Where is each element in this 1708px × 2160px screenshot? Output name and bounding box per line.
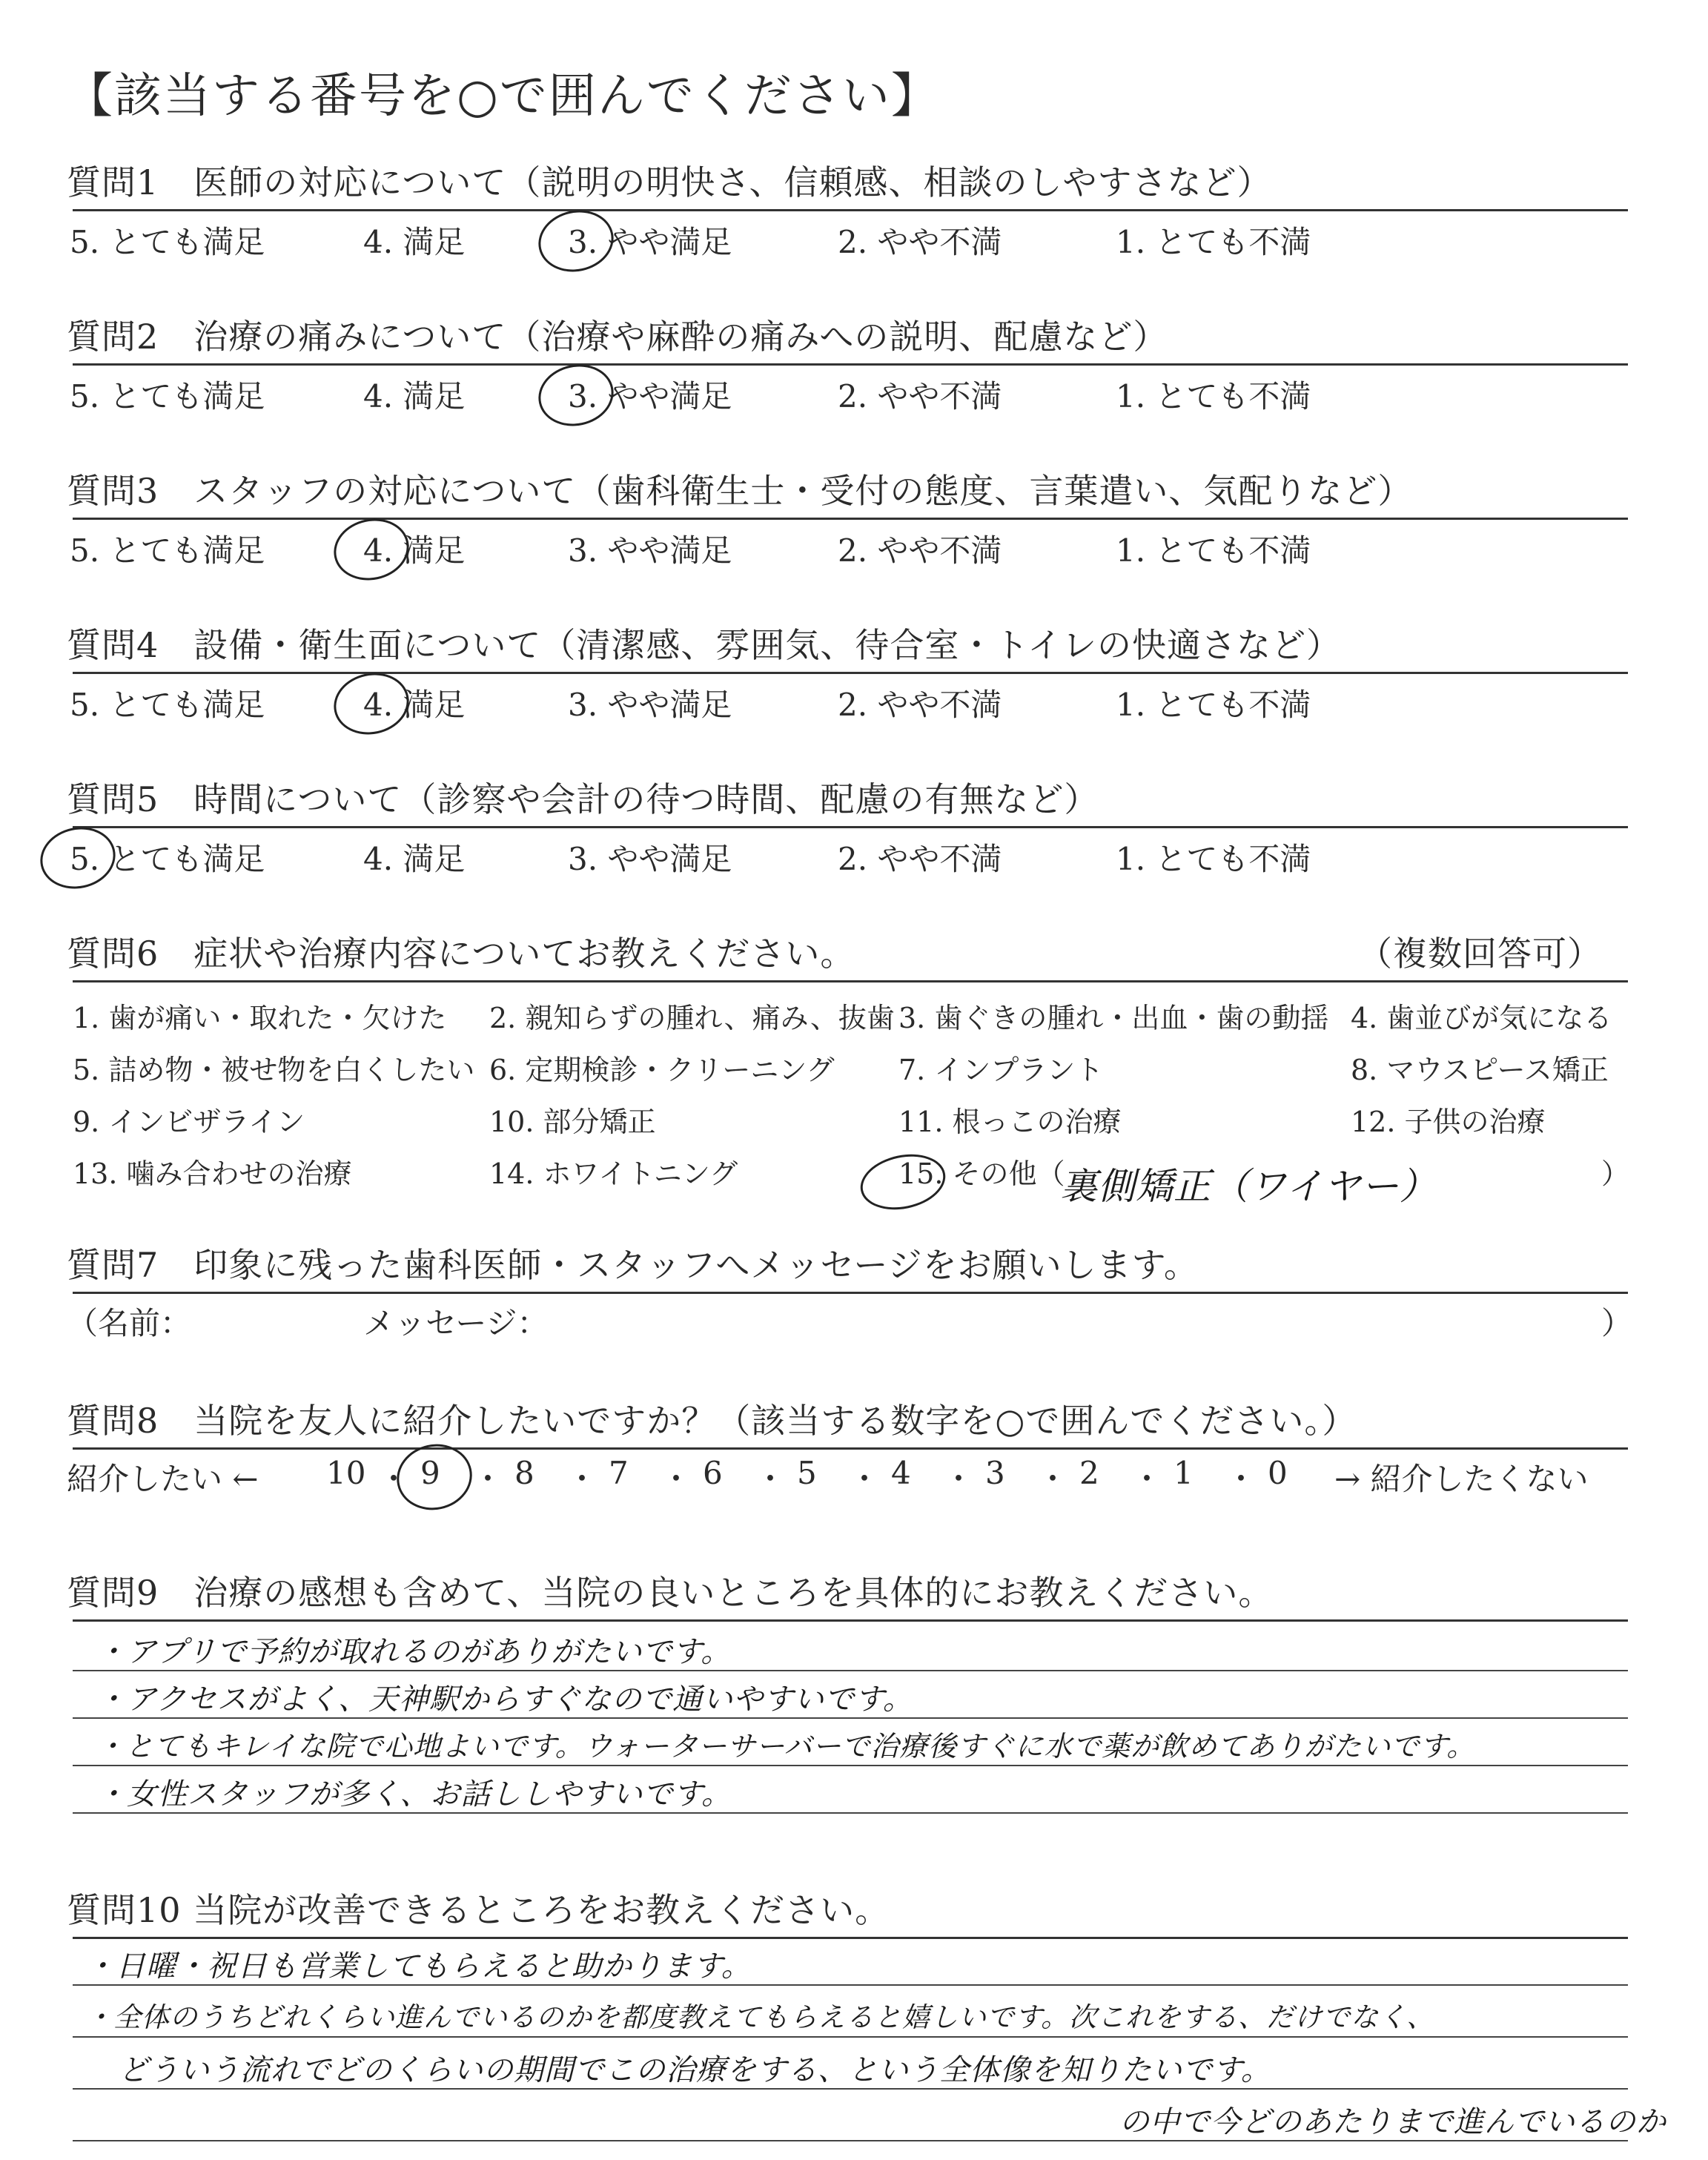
q8-scale-8[interactable]: 8 [514,1455,534,1491]
q4-title: 質問4 設備・衛生面について（清潔感、雰囲気、待合室・トイレの快適さなど） [67,625,1342,665]
q5-option-3[interactable]: 3. やや満足 [568,841,732,877]
q6-option-1[interactable]: 1. 歯が痛い・取れた・欠けた [73,1002,447,1034]
q6-option-7[interactable]: 7. インプラント [898,1054,1104,1086]
q6-other-close: ） [1601,1157,1630,1190]
q2-option-1[interactable]: 1. とても不満 [1116,378,1311,415]
q5-rule [73,826,1628,828]
q1-option-1[interactable]: 1. とても不満 [1116,224,1311,260]
q2-rule [73,363,1628,366]
q8-scale-1[interactable]: 1 [1174,1455,1194,1491]
q10-answer: どういう流れでどのくらいの期間でこの治療をする、という全体像を知りたいです。 [119,2053,1271,2087]
q6-option-3[interactable]: 3. 歯ぐきの腫れ・出血・歯の動揺 [898,1002,1329,1034]
q1-title: 質問1 医師の対応について（説明の明快さ、信頼感、相談のしやすさなど） [67,162,1272,202]
q3-option-2[interactable]: 2. やや不満 [838,532,1002,569]
q10-answer-line [73,2140,1628,2141]
q4-selected-circle [328,666,415,741]
q8-scale-dot: ・ [378,1461,410,1497]
q2-option-5[interactable]: 5. とても満足 [70,378,265,415]
q8-scale-dot: ・ [566,1461,598,1497]
q8-scale-dot: ・ [1037,1461,1069,1497]
q8-scale-4[interactable]: 4 [891,1455,911,1491]
q8-scale-9[interactable]: 9 [420,1455,440,1491]
q6-option-11[interactable]: 11. 根っこの治療 [898,1106,1122,1138]
q3-option-3[interactable]: 3. やや満足 [568,532,732,569]
q5-title: 質問5 時間について（診察や会計の待つ時間、配慮の有無など） [67,779,1099,819]
q4-rule [73,672,1628,674]
q10-answer: ・日曜・祝日も営業してもらえると助かります。 [85,1949,752,1984]
q8-scale-dot: ・ [849,1461,881,1497]
q6-option-9[interactable]: 9. インビザライン [73,1106,305,1138]
q10-answer: の中で今どのあたりまで進んでいるのか [1119,2105,1666,2139]
q6-option-8[interactable]: 8. マウスピース矯正 [1351,1054,1609,1086]
q1-selected-circle [533,203,620,278]
q4-option-4[interactable]: 4. 満足 [363,687,466,723]
q1-option-3[interactable]: 3. やや満足 [568,224,732,260]
q6-note: （複数回答可） [1358,934,1602,974]
q3-option-5[interactable]: 5. とても満足 [70,532,265,569]
q5-option-4[interactable]: 4. 満足 [363,841,466,877]
q10-answer-line [73,1984,1628,1986]
q2-option-4[interactable]: 4. 満足 [363,378,466,415]
q7-name-label: （名前： [67,1305,192,1341]
q10-answer-line [73,2088,1628,2090]
page-header: 【該当する番号を○で囲んでください】 [65,69,940,124]
q1-option-4[interactable]: 4. 満足 [363,224,466,260]
q9-answer-line [73,1717,1628,1719]
q9-answer: ・アクセスがよく、天神駅からすぐなので通いやすいです。 [96,1682,913,1717]
q2-option-2[interactable]: 2. やや不満 [838,378,1002,415]
q1-option-2[interactable]: 2. やや不満 [838,224,1002,260]
q6-option-6[interactable]: 6. 定期検診・クリーニング [489,1054,835,1086]
q6-other-handwritten: 裏側矯正（ワイヤー） [1060,1165,1437,1208]
q6-option-12[interactable]: 12. 子供の治療 [1351,1106,1546,1138]
q5-option-2[interactable]: 2. やや不満 [838,841,1002,877]
q6-option-13[interactable]: 13. 噛み合わせの治療 [73,1157,352,1190]
q10-answer-line [73,2036,1628,2038]
q7-rule [73,1292,1628,1294]
q4-option-2[interactable]: 2. やや不満 [838,687,1002,723]
q8-scale-dot: ・ [755,1461,787,1497]
q9-rule [73,1619,1628,1622]
q6-option-14[interactable]: 14. ホワイトニング [489,1157,738,1190]
q9-answer: ・とてもキレイな院で心地よいです。ウォーターサーバーで治療後すぐに水で薬が飲めてありがたいです。 [96,1730,1476,1763]
q8-scale-dot: ・ [1225,1461,1257,1497]
q3-title: 質問3 スタッフの対応について（歯科衛生士・受付の態度、言葉遣い、気配りなど） [67,471,1413,511]
q8-left-label: 紹介したい ← [67,1461,259,1497]
q8-scale-0[interactable]: 0 [1268,1455,1288,1491]
q8-scale-dot: ・ [472,1461,504,1497]
q6-option-5[interactable]: 5. 詰め物・被せ物を白くしたい [73,1054,475,1086]
q2-option-3[interactable]: 3. やや満足 [568,378,732,415]
q8-scale-dot: ・ [1131,1461,1163,1497]
q8-scale-3[interactable]: 3 [985,1455,1005,1491]
q7-message-label: メッセージ： [363,1305,549,1341]
q3-selected-circle [328,512,415,587]
q7-close: ） [1601,1305,1633,1341]
q8-scale-5[interactable]: 5 [797,1455,817,1491]
q6-option-4[interactable]: 4. 歯並びが気になる [1351,1002,1612,1034]
q1-rule [73,209,1628,211]
q3-option-4[interactable]: 4. 満足 [363,532,466,569]
q3-option-1[interactable]: 1. とても不満 [1116,532,1311,569]
q10-title: 質問10 当院が改善できるところをお教えください。 [67,1890,890,1930]
q6-option-2[interactable]: 2. 親知らずの腫れ、痛み、抜歯 [489,1002,895,1034]
q9-answer-line [73,1812,1628,1814]
q5-option-1[interactable]: 1. とても不満 [1116,841,1311,877]
q8-scale-dot: ・ [943,1461,975,1497]
q2-title: 質問2 治療の痛みについて（治療や麻酔の痛みへの説明、配慮など） [67,317,1168,357]
q9-answer: ・アプリで予約が取れるのがありがたいです。 [96,1635,732,1669]
q8-rule [73,1447,1628,1450]
q6-title: 質問6 症状や治療内容についてお教えください。 [67,934,855,974]
q8-scale-10[interactable]: 10 [326,1455,366,1491]
q8-title: 質問8 当院を友人に紹介したいですか？（該当する数字を○で囲んでください。） [67,1401,1357,1441]
q10-answer: ・全体のうちどれくらい進んでいるのかを都度教えてもらえると嬉しいです。次これをする、だけでなく、 [85,2001,1435,2033]
q3-rule [73,518,1628,520]
q4-option-1[interactable]: 1. とても不満 [1116,687,1311,723]
q1-option-5[interactable]: 5. とても満足 [70,224,265,260]
q8-scale-dot: ・ [661,1461,692,1497]
q2-selected-circle [533,357,620,432]
q8-right-label: → 紹介したくない [1334,1461,1589,1497]
q6-option-15[interactable]: 15. その他（ [898,1157,1065,1190]
q6-rule [73,980,1628,982]
q9-answer-line [73,1670,1628,1671]
q7-title: 質問7 印象に残った歯科医師・スタッフへメッセージをお願いします。 [67,1245,1199,1285]
q8-scale-7[interactable]: 7 [609,1455,629,1491]
q9-answer-line [73,1765,1628,1766]
q8-scale-6[interactable]: 6 [703,1455,723,1491]
q4-option-5[interactable]: 5. とても満足 [70,687,265,723]
q8-scale-2[interactable]: 2 [1079,1455,1099,1491]
q9-answer: ・女性スタッフが多く、お話ししやすいです。 [96,1777,732,1811]
q9-title: 質問9 治療の感想も含めて、当院の良いところを具体的にお教えください。 [67,1573,1274,1613]
q5-selected-circle [35,820,122,895]
q6-option-10[interactable]: 10. 部分矯正 [489,1106,656,1138]
q10-rule [73,1937,1628,1939]
q4-option-3[interactable]: 3. やや満足 [568,687,732,723]
q5-option-5[interactable]: 5. とても満足 [70,841,265,877]
